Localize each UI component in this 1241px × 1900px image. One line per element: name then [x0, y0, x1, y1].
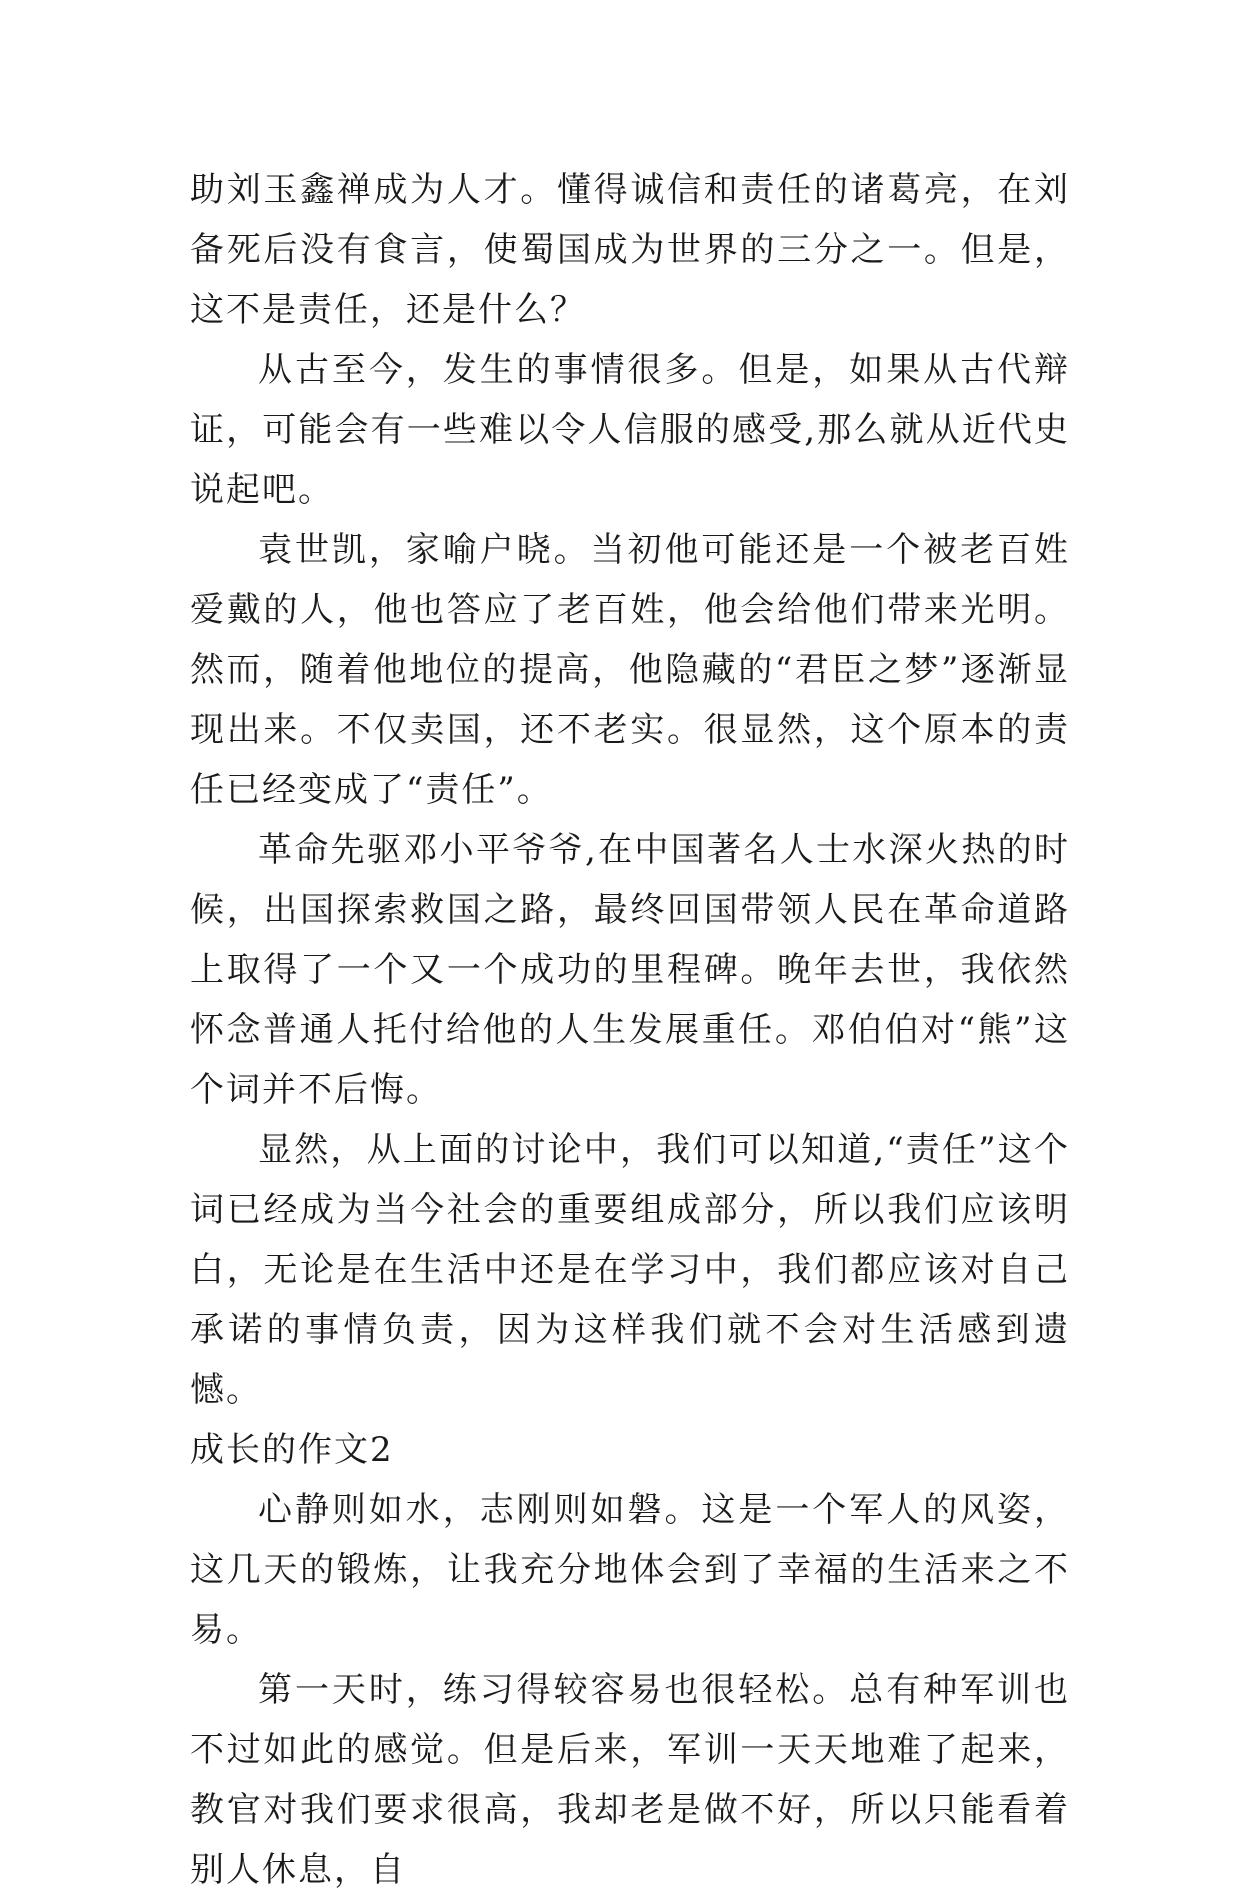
paragraph-yuan-shikai: 袁世凯，家喻户晓。当初他可能还是一个被老百姓爱戴的人，他也答应了老百姓，他会给他们带来光明。然而，随着他地位的提高，他隐藏的“君臣之梦”逐渐显现出来。不仅卖国，还不老实。很显然，这个原本的责任已经变成了“责任”。 [190, 530, 1070, 810]
paragraph-deng-xiaoping: 革命先驱邓小平爷爷,在中国著名人士水深火热的时候，出国探索救国之路，最终回国带领人民在革命道路上取得了一个又一个成功的里程碑。晚年去世，我依然怀念普通人托付给他的人生发展重任。邓伯伯对“熊”这个词并不后悔。 [190, 830, 1070, 1110]
document-body [190, 160, 1070, 1900]
paragraph-continuation: 助刘玉鑫禅成为人才。懂得诚信和责任的诸葛亮，在刘备死后没有食言，使蜀国成为世界的三分之一。但是，这不是责任，还是什么？ [190, 170, 1070, 330]
paragraph-conclusion: 显然，从上面的讨论中，我们可以知道,“责任”这个词已经成为当今社会的重要组成部分，所以我们应该明白，无论是在生活中还是在学习中，我们都应该对自己承诺的事情负责，因为这样我们就不会对生活感到遗憾。 [190, 1130, 1070, 1410]
paragraph-history-intro: 从古至今，发生的事情很多。但是，如果从古代辩证，可能会有一些难以令人信服的感受,那么就从近代史说起吧。 [190, 350, 1070, 510]
section-title: 成长的作文2 [190, 1430, 394, 1470]
paragraph-military-intro: 心静则如水，志刚则如磐。这是一个军人的风姿，这几天的锻炼，让我充分地体会到了幸福的生活来之不易。 [190, 1490, 1070, 1650]
paragraph-military-training: 第一天时，练习得较容易也很轻松。总有种军训也不过如此的感觉。但是后来，军训一天天地难了起来，教官对我们要求很高，我却老是做不好，所以只能看着别人休息，自 [190, 1670, 1070, 1890]
